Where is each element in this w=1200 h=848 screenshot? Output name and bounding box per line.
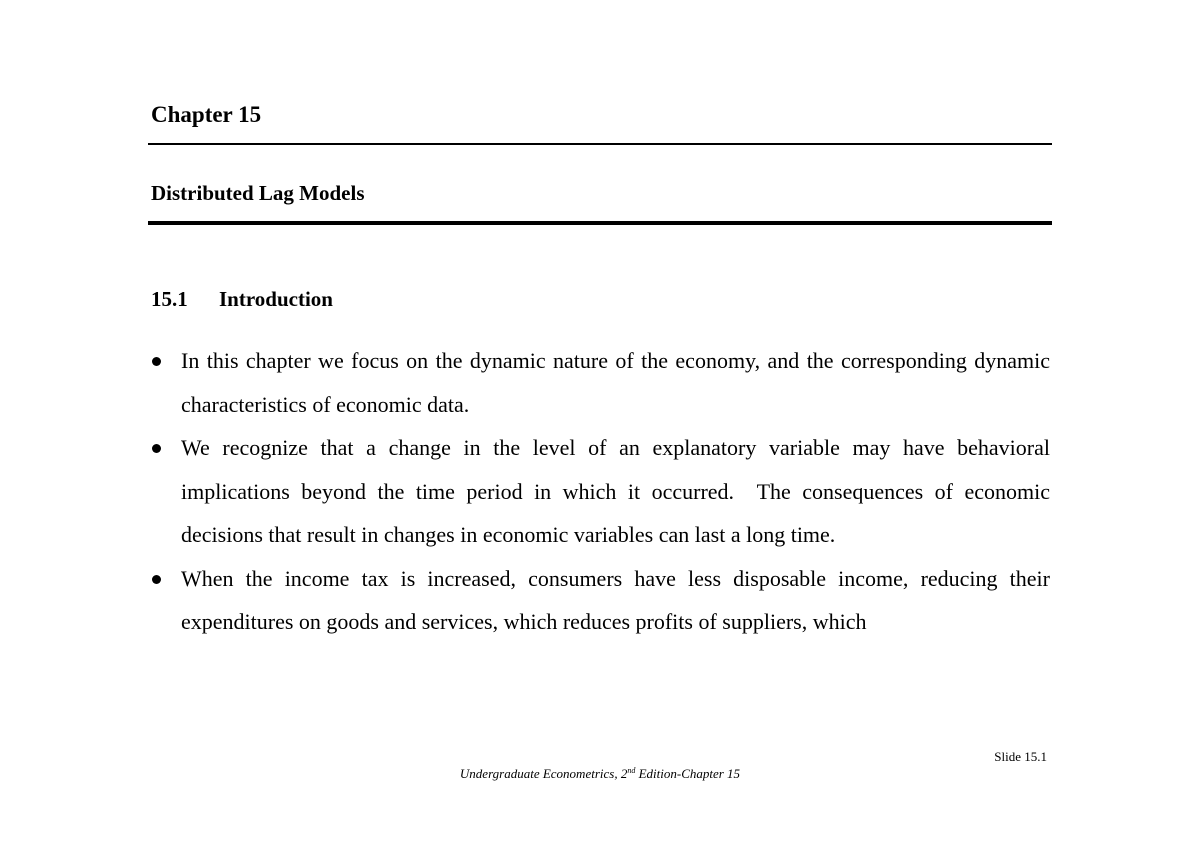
bullet-item bbox=[150, 339, 1050, 426]
bullet-icon bbox=[152, 444, 161, 453]
bullet-text: In this chapter we focus on the dynamic nature of the economy, and the corresponding dynamic characteristics of economic data. bbox=[181, 348, 1050, 417]
footer-text-end: Edition-Chapter 15 bbox=[635, 766, 741, 781]
title-divider bbox=[148, 143, 1052, 145]
slide-number: Slide 15.1 bbox=[994, 749, 1047, 764]
chapter-subtitle: Distributed Lag Models bbox=[151, 181, 365, 205]
bullet-icon bbox=[152, 575, 161, 584]
bullet-item bbox=[150, 557, 1050, 644]
subtitle-divider bbox=[148, 221, 1052, 225]
section-heading bbox=[151, 284, 333, 314]
bullet-icon bbox=[152, 357, 161, 366]
bullet-list bbox=[150, 339, 1056, 644]
bullet-text: When the income tax is increased, consumers have less disposable income, reducing their expenditures on goods and services, which reduces profits of suppliers, which bbox=[181, 565, 1050, 634]
footer-text-start: Undergraduate Econometrics, 2 bbox=[459, 766, 628, 781]
section-title: Introduction bbox=[219, 287, 333, 311]
footer-superscript: nd bbox=[627, 766, 636, 775]
bullet-item bbox=[150, 426, 1056, 557]
section-number: 15.1 bbox=[151, 287, 188, 311]
bullet-text: We recognize that a change in the level of an explanatory variable may have behavioral implications beyond the time period in which it occurred. The consequences of economic decisions that result in changes in economic variables can last a long time. bbox=[181, 435, 1056, 547]
footer-citation bbox=[0, 765, 1200, 783]
chapter-title: Chapter 15 bbox=[151, 102, 262, 127]
